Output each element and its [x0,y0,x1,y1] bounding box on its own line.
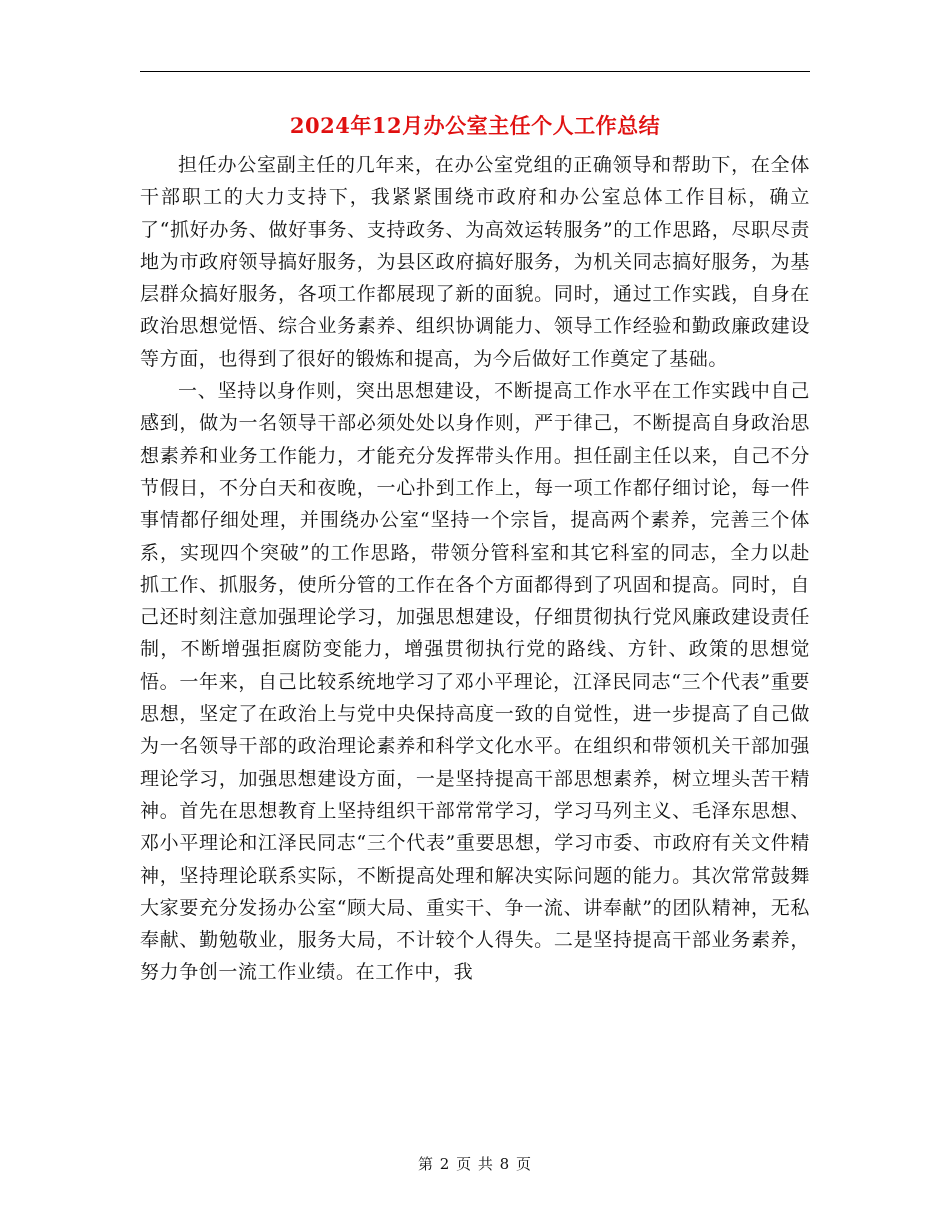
page-number-footer: 第 2 页 共 8 页 [418,1155,532,1173]
body-paragraph-2: 一、坚持以身作则，突出思想建设，不断提高工作水平在工作实践中自己感到，做为一名领导干部必须处处以身作则，严于律己，不断提高自身政治思想素养和业务工作能力，才能充分发挥带头作用。担任副主任以来，自己不分节假日，不分白天和夜晚，一心扑到工作上，每一项工作都仔细讨论，每一件事情都仔细处理，并围绕办公室“坚持一个宗旨，提高两个素养，完善三个体系，实现四个突破”的工作思路，带领分管科室和其它科室的同志，全力以赴抓工作、抓服务，使所分管的工作在各个方面都得到了巩固和提高。同时，自己还时刻注意加强理论学习，加强思想建设，仔细贯彻执行党风廉政建设责任制，不断增强拒腐防变能力，增强贯彻执行党的路线、方针、政策的思想觉悟。一年来，自己比较系统地学习了邓小平理论，江泽民同志“三个代表”重要思想，坚定了在政治上与党中央保持高度一致的自觉性，进一步提高了自己做为一名领导干部的政治理论素养和科学文化水平。在组织和带领机关干部加强理论学习，加强思想建设方面，一是坚持提高干部思想素养，树立埋头苦干精神。首先在思想教育上坚持组织干部常常学习，学习马列主义、毛泽东思想、邓小平理论和江泽民同志“三个代表”重要思想，学习市委、市政府有关文件精神，坚持理论联系实际，不断提高处理和解决实际问题的能力。其次常常鼓舞大家要充分发扬办公室“顾大局、重实干、争一流、讲奉献”的团队精神，无私奉献、勤勉敬业，服务大局，不计较个人得失。二是坚持提高干部业务素养，努力争创一流工作业绩。在工作中，我 [140,380,810,984]
body-paragraph-1: 担任办公室副主任的几年来，在办公室党组的正确领导和帮助下，在全体干部职工的大力支持下，我紧紧围绕市政府和办公室总体工作目标，确立了“抓好办务、做好事务、支持政务、为高效运转服务”的工作思路，尽职尽责地为市政府领导搞好服务，为县区政府搞好服务，为机关同志搞好服务，为基层群众搞好服务，各项工作都展现了新的面貌。同时，通过工作实践，自身在政治思想觉悟、综合业务素养、组织协调能力、领导工作经验和勤政廉政建设等方面，也得到了很好的锻炼和提高，为今后做好工作奠定了基础。 [140,154,810,370]
document-title: 2024年12月办公室主任个人工作总结 [289,113,661,138]
document-body [140,149,810,989]
header-rule [140,71,810,72]
